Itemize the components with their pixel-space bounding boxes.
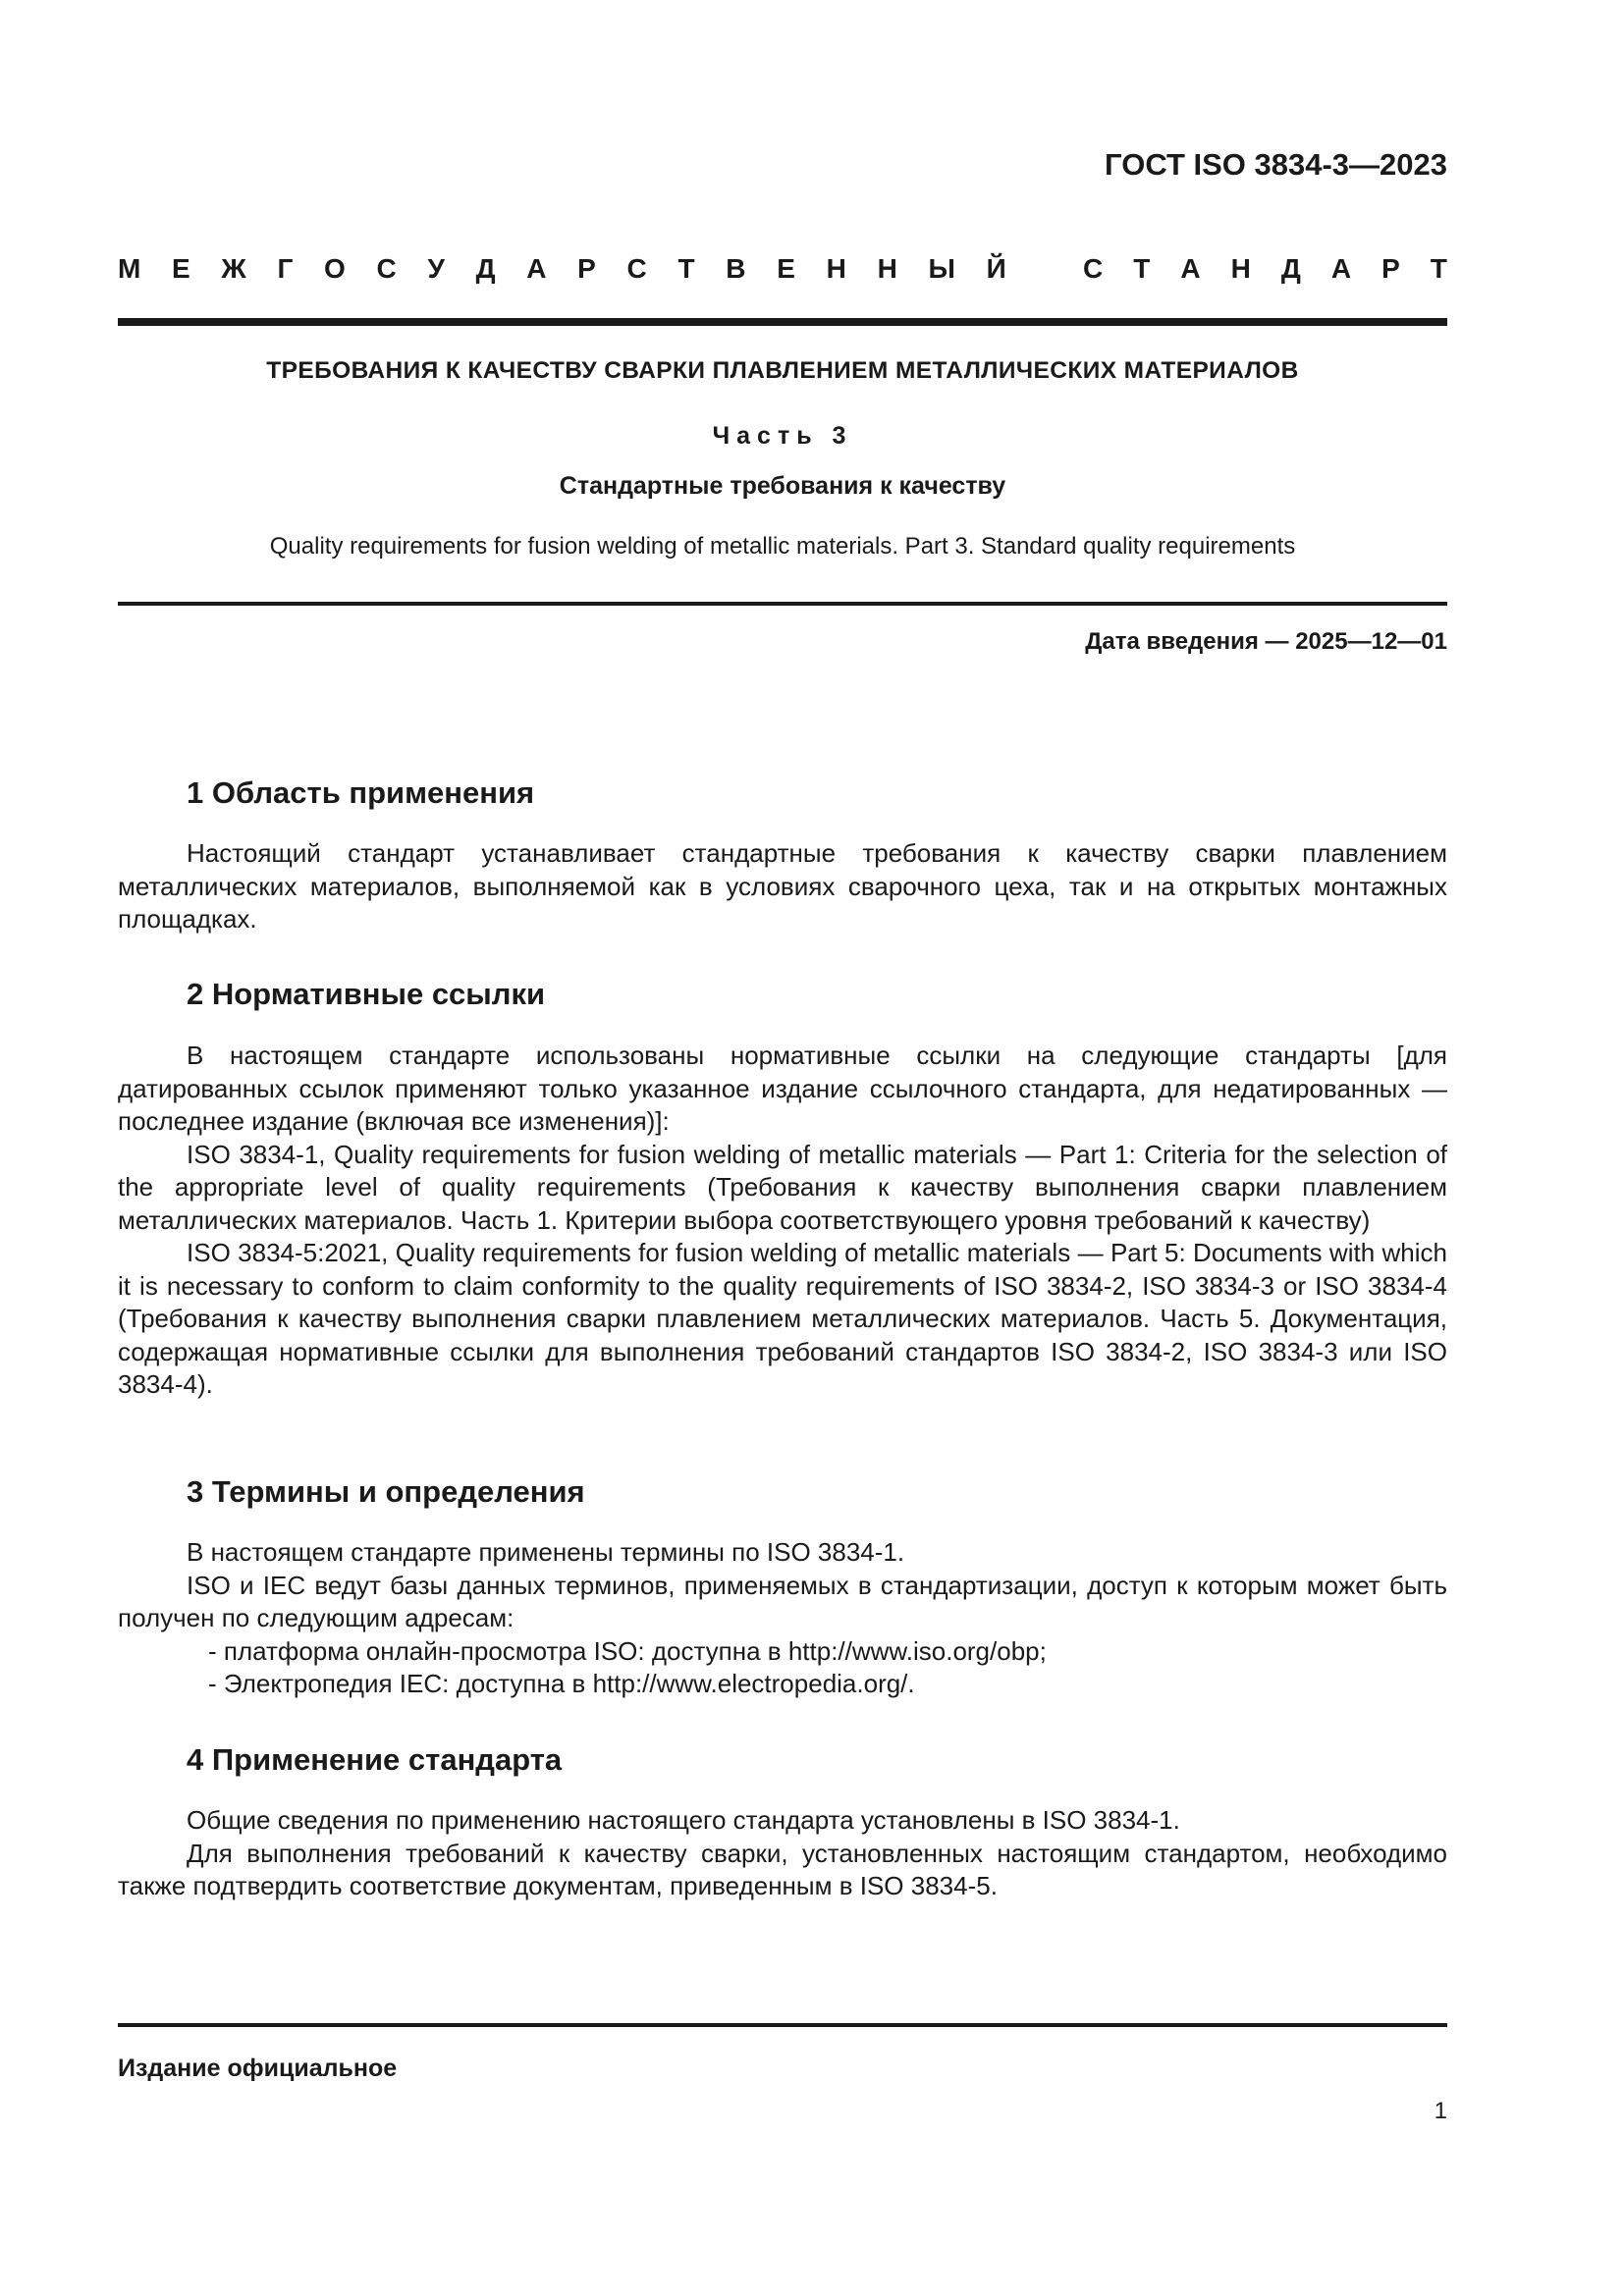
caption-letter: А (1180, 253, 1201, 284)
introduction-date: Дата введения — 2025—12—01 (1085, 628, 1447, 655)
section-body (118, 837, 1447, 936)
caption-letter: Д (1280, 253, 1301, 284)
caption-letter: С (626, 253, 647, 284)
caption-letter: У (427, 253, 445, 284)
document-title: ТРЕБОВАНИЯ К КАЧЕСТВУ СВАРКИ ПЛАВЛЕНИЕМ МЕТАЛЛИЧЕСКИХ МАТЕРИАЛОВ (266, 357, 1299, 384)
section-heading: 4 Применение стандарта (187, 1742, 563, 1777)
caption-letter: Н (877, 253, 897, 284)
caption-letter: Т (1430, 253, 1447, 284)
page-number: 1 (1434, 2098, 1447, 2124)
caption-letter: Р (577, 253, 596, 284)
section-body (118, 1804, 1447, 1903)
document-code: ГОСТ ISO 3834-3—2023 (1105, 147, 1447, 182)
paragraph: ISO 3834-5:2021, Quality requirements for fusion welding of metallic materials — Part 5: Documents with which it is necessary to conform to claim conformity to the quality requirements of ISO 3834-2, ISO 3834-3 or ISO 3834-4 (Требования к качеству выполнения сварки плавлением металлических материалов. Часть 5. Документация, содержащая нормативные ссылки для выполнения требований стандартов ISO 3834-2, ISO 3834-3 или ISO 3834-4). (118, 1238, 1447, 1399)
caption-letter: Н (1230, 253, 1251, 284)
caption-letter: М (118, 253, 141, 284)
paragraph: Общие сведения по применению настоящего стандарта установлены в ISO 3834-1. (187, 1805, 1180, 1835)
section-body (118, 1536, 1447, 1701)
section-heading: 2 Нормативные ссылки (187, 977, 546, 1011)
caption-letter: Е (172, 253, 190, 284)
caption-letter: Н (826, 253, 846, 284)
caption-letter: С (1083, 253, 1104, 284)
paragraph: ISO 3834-1, Quality requirements for fusion welding of metallic materials — Part 1: Criteria for the selection of the appropriate level of quality requirements (Требования к качеству выполнения сварки плавлением металлических материалов. Часть 1. Критерии выбора соответствующего уровня требований к качеству) (118, 1139, 1447, 1235)
header-rule (118, 318, 1447, 326)
title-rule (118, 602, 1447, 606)
official-edition-label: Издание официальное (118, 2055, 398, 2082)
caption-letter: В (726, 253, 746, 284)
document-part: Часть 3 (712, 422, 853, 450)
list-item: - платформа онлайн-просмотра ISO: доступна в http://www.iso.org/obp; (208, 1635, 1047, 1666)
paragraph: В настоящем стандарте использованы нормативные ссылки на следующие стандарты [для датированных ссылок применяют только указанное издание ссылочного стандарта, для недатированных — последнее издание (включая все изменения)]: (118, 1041, 1447, 1136)
caption-letter: Г (277, 253, 294, 284)
caption-letter: Ж (221, 253, 246, 284)
paragraph: ISO и IEC ведут базы данных терминов, применяемых в стандартизации, доступ к которым может быть получен по следующим адресам: (118, 1570, 1447, 1632)
document-title-english: Quality requirements for fusion welding of metallic materials. Part 3. Standard quality requirements (269, 533, 1296, 560)
caption-letter: Ы (928, 253, 955, 284)
paragraph: В настоящем стандарте применены термины по ISO 3834-1. (187, 1537, 905, 1567)
section-heading: 3 Термины и определения (187, 1474, 585, 1509)
standard-type-caption (118, 253, 1447, 285)
section-body (118, 1040, 1447, 1402)
section-heading: 1 Область применения (187, 775, 535, 810)
caption-letter: А (526, 253, 547, 284)
paragraph: Для выполнения требований к качеству сварки, установленных настоящим стандартом, необходимо также подтвердить соответствие документам, приведенным в ISO 3834-5. (118, 1838, 1447, 1900)
list-item: - Электропедия IEC: доступна в http://www.electropedia.org/. (208, 1669, 915, 1698)
caption-letter: О (324, 253, 346, 284)
document-subtitle: Стандартные требования к качеству (559, 472, 1006, 500)
caption-letter: Т (1133, 253, 1151, 284)
caption-word-standard (1083, 253, 1447, 285)
footer-rule (118, 2023, 1447, 2027)
caption-word-interstate (118, 253, 1006, 285)
caption-letter: С (376, 253, 397, 284)
caption-letter: Е (777, 253, 795, 284)
caption-letter: Р (1381, 253, 1400, 284)
caption-letter: А (1330, 253, 1352, 284)
caption-letter: Т (677, 253, 695, 284)
caption-letter: Й (986, 253, 1006, 284)
paragraph: Настоящий стандарт устанавливает стандартные требования к качеству сварки плавлением металлических материалов, выполняемой как в условиях сварочного цеха, так и на открытых монтажных площадках. (118, 838, 1447, 934)
caption-letter: Д (475, 253, 496, 284)
